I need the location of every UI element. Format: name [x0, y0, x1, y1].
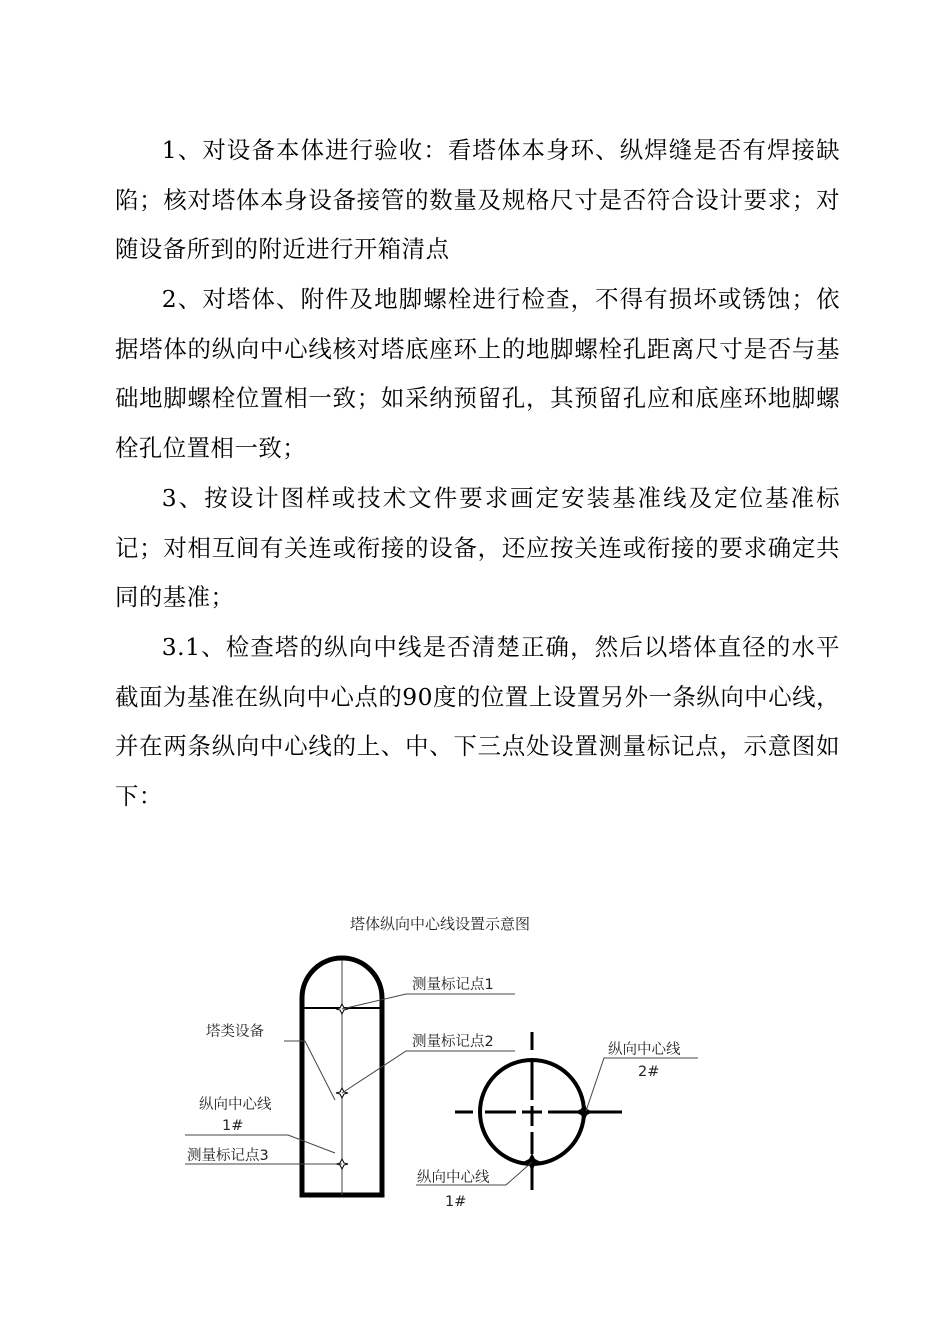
plan-mark-2 — [575, 1103, 593, 1121]
mark3-label: 测量标记点3 — [187, 1148, 269, 1164]
mark2-label: 测量标记点2 — [412, 1034, 494, 1050]
paragraph-1: 1、对设备本体进行验收：看塔体本身环、纵焊缝是否有焊接缺陷；核对塔体本身设备接管的数量及规格尺寸是否符合设计要求；对随设备所到的附近进行开箱清点 — [115, 136, 840, 263]
centerline2-label: 纵向中心线 — [608, 1042, 681, 1058]
centerline1-side-label: 纵向中心线 — [199, 1097, 272, 1113]
leader-lines-side — [185, 994, 515, 1164]
tower-label: 塔类设备 — [206, 1024, 264, 1040]
paragraph-3: 3、按设计图样或技术文件要求画定安装基准线及定位基准标记；对相互间有关连或衔接的设备，还应按关连或衔接的要求确定共同的基准； — [115, 484, 840, 611]
mark1-label: 测量标记点1 — [412, 977, 494, 993]
paragraph-3-1: 3.1、检查塔的纵向中线是否清楚正确，然后以塔体直径的水平截面为基准在纵向中心点的90度的位置上设置另外一条纵向中心线，并在两条纵向中心线的上、中、下三点处设置测量标记点，示意图如下： — [115, 633, 840, 810]
centerline2-num: 2# — [638, 1064, 660, 1080]
centerline-diagram — [170, 940, 730, 1220]
centerline1-side-num: 1# — [222, 1118, 244, 1134]
centerline1-plan-label: 纵向中心线 — [417, 1170, 490, 1186]
figure-title: 塔体纵向中心线设置示意图 — [349, 915, 530, 933]
paragraph-2: 2、对塔体、附件及地脚螺栓进行检查，不得有损坏或锈蚀；依据塔体的纵向中心线核对塔底座环上的地脚螺栓孔距离尺寸是否与基础地脚螺栓位置相一致；如采纳预留孔，其预留孔应和底座环地脚螺栓孔位置相一致； — [115, 285, 840, 462]
centerline1-plan-num: 1# — [445, 1194, 467, 1210]
